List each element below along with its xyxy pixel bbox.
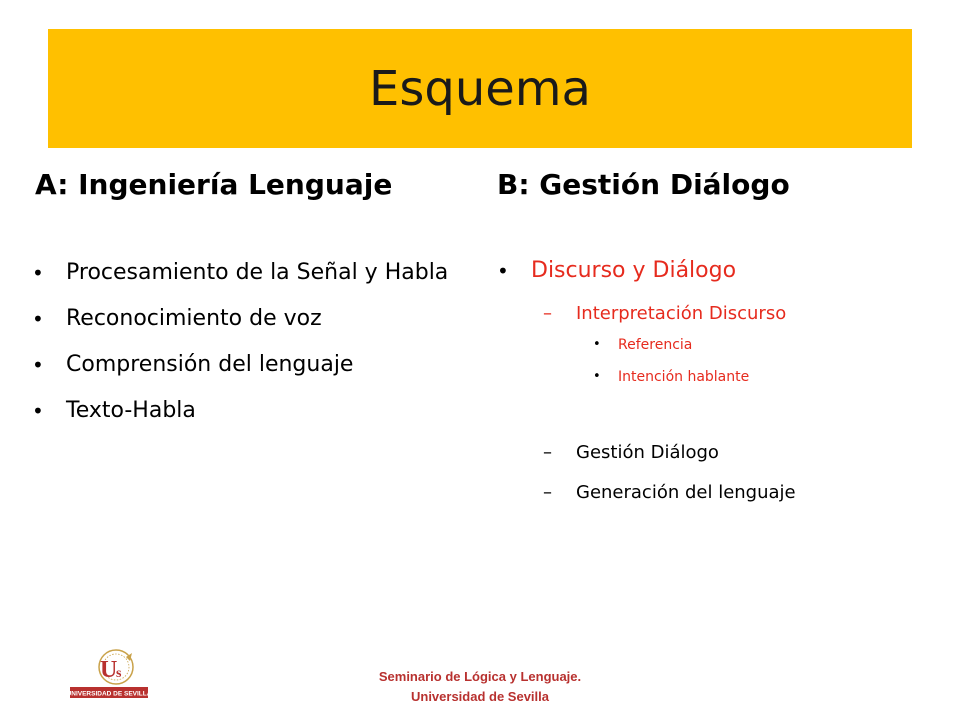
list-item-text: Procesamiento de la Señal y Habla (66, 260, 449, 285)
list-item-interpretation (495, 299, 935, 329)
bullet-icon: • (497, 259, 509, 283)
list-item (30, 392, 450, 430)
spacer (495, 393, 935, 433)
bullet-icon: • (32, 353, 44, 377)
list-item-text: Generación del lenguaje (576, 482, 796, 503)
svg-text:UNIVERSIDAD DE SEVILLA: UNIVERSIDAD DE SEVILLA (70, 690, 148, 698)
list-item-discourse (495, 254, 935, 288)
svg-text:U: U (100, 657, 118, 683)
list-item-text: Interpretación Discurso (576, 303, 787, 324)
bullet-icon: • (32, 307, 44, 331)
column-b-heading: B: Gestión Diálogo (497, 168, 790, 201)
slide-title: Esquema (369, 60, 591, 117)
footer-line-2: Universidad de Sevilla (410, 689, 549, 704)
column-a-list (30, 254, 450, 438)
dash-icon: – (543, 303, 552, 324)
bullet-icon: • (32, 261, 44, 285)
dash-icon: – (543, 482, 552, 503)
column-a-heading: A: Ingeniería Lenguaje (35, 168, 393, 201)
bullet-icon: • (32, 399, 44, 423)
list-item (30, 254, 450, 292)
list-item-text: Discurso y Diálogo (531, 258, 737, 283)
list-item (30, 300, 450, 338)
footer-line-1: Seminario de Lógica y Lenguaje. (378, 669, 582, 684)
svg-text:s: s (116, 666, 122, 681)
list-item-text: Intención hablante (618, 369, 750, 385)
dash-icon: – (543, 442, 552, 463)
title-bar (48, 29, 912, 148)
list-item-reference (495, 329, 935, 361)
list-item-generation (495, 473, 935, 513)
column-b-list (495, 254, 935, 513)
list-item-text: Gestión Diálogo (576, 442, 719, 463)
list-item-text: Comprensión del lenguaje (66, 352, 354, 377)
list-item-text: Referencia (618, 337, 693, 353)
bullet-icon: • (593, 369, 601, 384)
list-item-text: Reconocimiento de voz (66, 306, 322, 331)
list-item-text: Texto-Habla (66, 398, 196, 423)
list-item-dialog-management (495, 433, 935, 473)
list-item-intention (495, 361, 935, 393)
footer-credit (0, 667, 960, 707)
bullet-icon: • (593, 337, 601, 352)
list-item (30, 346, 450, 384)
